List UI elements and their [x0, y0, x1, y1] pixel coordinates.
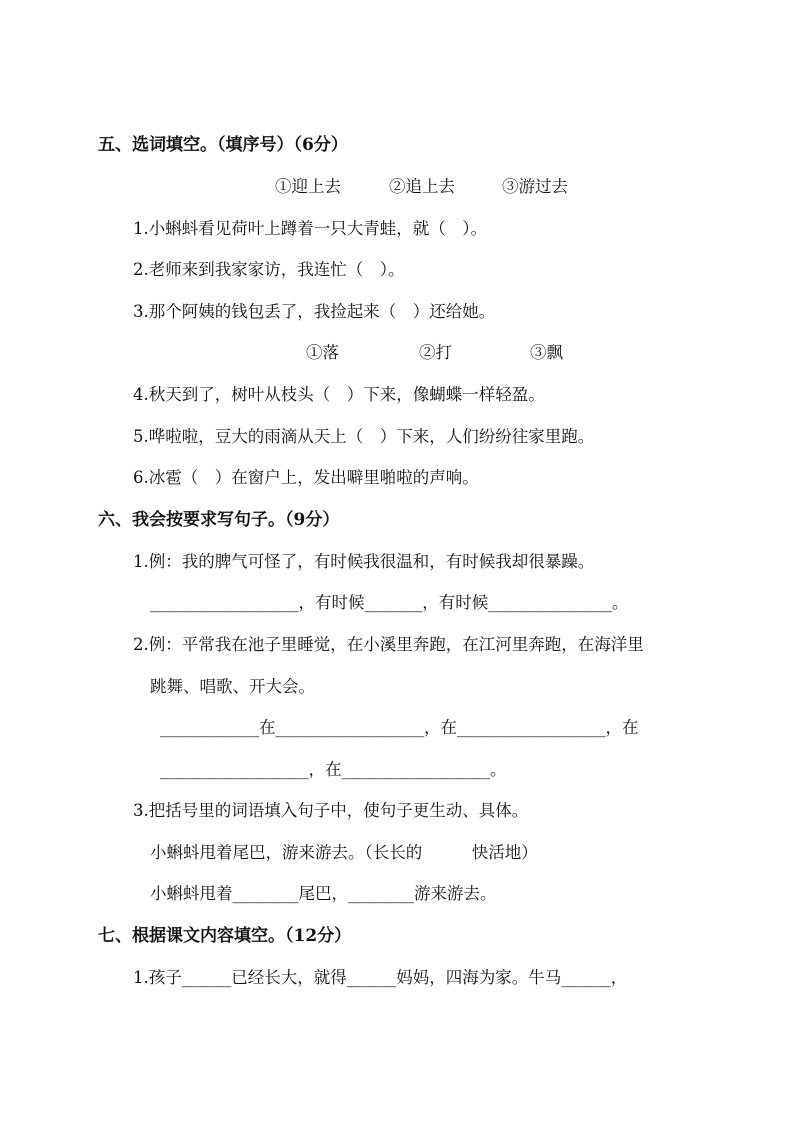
question-5-1: 1.小蝌蚪看见荷叶上蹲着一只大青蛙，就（ ）。	[133, 219, 487, 238]
option-3: ③游过去	[502, 177, 568, 196]
answer-line-6-1: __________________，有时候_______，有时候_______________。	[150, 593, 629, 612]
answer-line-6-2-a: ____________在__________________，在__________________，在	[160, 718, 639, 737]
option-1: ①落	[306, 343, 339, 362]
answer-line-6-2-b: __________________，在__________________。	[160, 760, 507, 779]
answer-line-6-3: 小蝌蚪甩着________尾巴，________游来游去。	[150, 884, 497, 903]
section-6-title: 六、我会按要求写句子。（9分）	[98, 510, 340, 530]
question-5-5: 5.哗啦啦，豆大的雨滴从天上（ ）下来，人们纷纷往家里跑。	[133, 427, 595, 446]
question-6-3-sentence: 小蝌蚪甩着尾巴，游来游去。（长长的 快活地）	[150, 843, 538, 862]
question-6-3: 3.把括号里的词语填入句子中，使句子更生动、具体。	[133, 801, 529, 820]
section-7-title: 七、根据课文内容填空。（12分）	[98, 926, 352, 946]
section-5-title: 五、选词填空。（填序号）（6分）	[98, 135, 348, 155]
question-6-1: 1.例：我的脾气可怪了，有时候我很温和，有时候我却很暴躁。	[133, 552, 595, 571]
question-5-6: 6.冰雹（ ）在窗户上，发出噼里啪啦的声响。	[133, 468, 479, 487]
option-3: ③飘	[530, 343, 563, 362]
question-6-2-line-1: 2.例：平常我在池子里睡觉，在小溪里奔跑，在江河里奔跑，在海洋里	[133, 635, 644, 654]
option-2: ②追上去	[389, 177, 455, 196]
question-5-3: 3.那个阿姨的钱包丢了，我捡起来（ ）还给她。	[133, 302, 496, 321]
question-5-2: 2.老师来到我家家访，我连忙（ ）。	[133, 260, 405, 279]
question-6-2-line-2: 跳舞、唱歌、开大会。	[150, 677, 315, 696]
question-7-1: 1.孩子______已经长大，就得______妈妈，四海为家。牛马______，	[133, 968, 628, 987]
question-5-4: 4.秋天到了，树叶从枝头（ ）下来，像蝴蝶一样轻盈。	[133, 385, 545, 404]
option-2: ②打	[419, 343, 452, 362]
option-1: ①迎上去	[275, 177, 341, 196]
